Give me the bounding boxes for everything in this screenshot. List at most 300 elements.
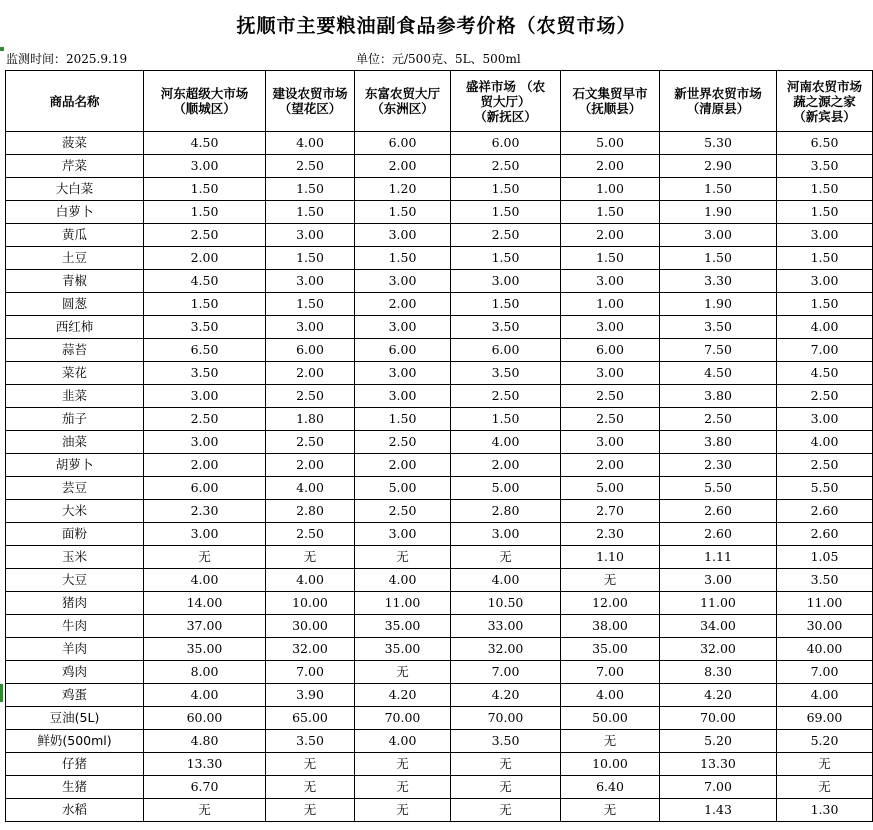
price-cell: 3.50: [266, 730, 355, 753]
price-cell: 4.00: [144, 569, 266, 592]
price-cell: 1.00: [561, 293, 660, 316]
price-cell: 3.50: [144, 362, 266, 385]
item-name-cell: 茄子: [6, 408, 144, 431]
price-cell: 3.00: [777, 224, 873, 247]
price-cell: 无: [355, 799, 451, 822]
item-name-cell: 羊肉: [6, 638, 144, 661]
item-name-cell: 大白菜: [6, 178, 144, 201]
price-cell: 2.00: [561, 155, 660, 178]
column-header-market-6: [660, 71, 777, 132]
price-cell: 3.50: [777, 569, 873, 592]
item-name-cell: 蒜苔: [6, 339, 144, 362]
column-header-text: 盛祥市场 （农: [465, 78, 546, 94]
price-cell: 2.00: [144, 454, 266, 477]
price-cell: 4.00: [144, 684, 266, 707]
item-name-cell: 圆葱: [6, 293, 144, 316]
price-cell: 1.05: [777, 546, 873, 569]
price-cell: 2.00: [355, 454, 451, 477]
price-cell: 1.50: [777, 247, 873, 270]
item-name-cell: 芹菜: [6, 155, 144, 178]
item-name-cell: 土豆: [6, 247, 144, 270]
table-row: [6, 132, 873, 155]
price-cell: 4.00: [355, 730, 451, 753]
page-title: 抚顺市主要粮油副食品参考价格（农贸市场）: [236, 14, 637, 37]
price-cell: 1.50: [144, 178, 266, 201]
table-row: [6, 500, 873, 523]
price-cell: 4.20: [451, 684, 561, 707]
price-cell: 3.00: [561, 431, 660, 454]
table-row: [6, 776, 873, 799]
price-cell: 2.50: [561, 385, 660, 408]
column-header-text: 石文集贸早市: [572, 86, 648, 101]
price-cell: 6.00: [451, 339, 561, 362]
price-cell: 2.60: [777, 500, 873, 523]
price-cell: 10.00: [266, 592, 355, 615]
price-cell: 1.50: [355, 201, 451, 224]
price-cell: 4.50: [777, 362, 873, 385]
price-cell: 无: [144, 546, 266, 569]
price-cell: 1.50: [266, 178, 355, 201]
price-cell: 3.50: [451, 316, 561, 339]
price-cell: 35.00: [144, 638, 266, 661]
price-cell: 5.00: [561, 477, 660, 500]
table-row: [6, 569, 873, 592]
table-row: [6, 339, 873, 362]
price-cell: 无: [266, 776, 355, 799]
price-cell: 1.11: [660, 546, 777, 569]
price-cell: 4.00: [777, 316, 873, 339]
price-cell: 8.30: [660, 661, 777, 684]
price-cell: 70.00: [355, 707, 451, 730]
price-cell: 1.50: [777, 178, 873, 201]
table-row: [6, 178, 873, 201]
item-name-cell: 西红柿: [6, 316, 144, 339]
table-row: [6, 546, 873, 569]
table-row: [6, 523, 873, 546]
price-cell: 4.00: [451, 431, 561, 454]
cell-selection-mark-top: [0, 47, 4, 51]
table-row: [6, 707, 873, 730]
column-header-text: （新抚区）: [474, 108, 537, 124]
price-cell: 2.80: [451, 500, 561, 523]
price-cell: 14.00: [144, 592, 266, 615]
price-cell: 2.50: [355, 431, 451, 454]
price-cell: 3.00: [355, 362, 451, 385]
column-header-text: （抚顺县）: [578, 101, 642, 116]
price-cell: 3.00: [355, 385, 451, 408]
price-cell: 10.50: [451, 592, 561, 615]
price-cell: 3.00: [266, 316, 355, 339]
price-cell: 8.00: [144, 661, 266, 684]
price-cell: 2.00: [144, 247, 266, 270]
price-cell: 5.50: [660, 477, 777, 500]
price-cell: 6.00: [144, 477, 266, 500]
price-cell: 2.50: [266, 155, 355, 178]
item-name-cell: 白萝卜: [6, 201, 144, 224]
price-cell: 1.50: [451, 178, 561, 201]
table-row: [6, 684, 873, 707]
column-header-text: 河东超级大市场: [160, 86, 249, 101]
price-cell: 2.60: [660, 500, 777, 523]
column-header-text: （望花区）: [278, 101, 342, 116]
price-cell: 3.50: [451, 730, 561, 753]
column-header-text: （清原县）: [686, 101, 750, 116]
price-cell: 2.90: [660, 155, 777, 178]
price-cell: 4.50: [660, 362, 777, 385]
price-cell: 30.00: [777, 615, 873, 638]
price-cell: 3.00: [777, 270, 873, 293]
price-cell: 2.30: [561, 523, 660, 546]
price-cell: 1.50: [355, 408, 451, 431]
price-cell: 32.00: [451, 638, 561, 661]
table-body: [6, 132, 873, 822]
price-cell: 无: [451, 546, 561, 569]
column-header-market-3: [355, 71, 451, 132]
price-cell: 5.30: [660, 132, 777, 155]
price-cell: 无: [777, 753, 873, 776]
price-cell: 3.50: [144, 316, 266, 339]
price-cell: 1.50: [777, 201, 873, 224]
price-cell: 4.00: [266, 132, 355, 155]
price-cell: 3.00: [451, 270, 561, 293]
price-cell: 1.50: [777, 293, 873, 316]
column-header-text: 河南农贸市场: [786, 78, 862, 94]
price-cell: 33.00: [451, 615, 561, 638]
price-cell: 3.00: [144, 523, 266, 546]
price-cell: 1.50: [144, 201, 266, 224]
price-cell: 3.80: [660, 385, 777, 408]
price-cell: 70.00: [451, 707, 561, 730]
item-name-cell: 鲜奶(500ml): [6, 730, 144, 753]
unit-note: 单位：元/500克、5L、500ml: [356, 52, 521, 66]
table-row: [6, 753, 873, 776]
price-cell: 35.00: [355, 638, 451, 661]
price-cell: 2.50: [266, 523, 355, 546]
price-cell: 4.00: [266, 477, 355, 500]
price-cell: 1.50: [451, 408, 561, 431]
price-cell: 1.50: [266, 293, 355, 316]
table-row: [6, 155, 873, 178]
item-name-cell: 鸡蛋: [6, 684, 144, 707]
monitor-time: 监测时间：2025.9.19: [6, 52, 128, 66]
price-cell: 11.00: [355, 592, 451, 615]
item-name-cell: 胡萝卜: [6, 454, 144, 477]
price-cell: 7.00: [660, 776, 777, 799]
item-name-cell: 仔猪: [6, 753, 144, 776]
item-name-cell: 大豆: [6, 569, 144, 592]
price-cell: 2.50: [561, 408, 660, 431]
price-cell: 4.50: [144, 132, 266, 155]
column-header-market-2: [266, 71, 355, 132]
price-cell: 1.50: [451, 293, 561, 316]
price-cell: 38.00: [561, 615, 660, 638]
price-cell: 1.50: [561, 201, 660, 224]
table-row: [6, 201, 873, 224]
price-cell: 6.00: [561, 339, 660, 362]
price-cell: 2.50: [144, 224, 266, 247]
price-cell: 2.50: [266, 431, 355, 454]
price-cell: 无: [451, 753, 561, 776]
price-cell: 3.00: [660, 224, 777, 247]
price-cell: 无: [451, 776, 561, 799]
price-cell: 4.20: [660, 684, 777, 707]
price-cell: 无: [355, 546, 451, 569]
price-cell: 2.50: [451, 155, 561, 178]
price-cell: 4.50: [144, 270, 266, 293]
price-cell: 35.00: [355, 615, 451, 638]
price-cell: 7.00: [451, 661, 561, 684]
column-header-text: 新世界农贸市场: [674, 86, 762, 101]
price-cell: 3.00: [266, 270, 355, 293]
price-cell: 12.00: [561, 592, 660, 615]
price-cell: 3.00: [561, 362, 660, 385]
price-cell: 1.90: [660, 293, 777, 316]
column-header-text: 商品名称: [49, 93, 100, 109]
price-cell: 1.50: [660, 247, 777, 270]
column-header-text: 建设农贸市场: [272, 86, 348, 101]
price-cell: 无: [266, 799, 355, 822]
item-name-cell: 玉米: [6, 546, 144, 569]
table-row: [6, 592, 873, 615]
price-cell: 5.20: [660, 730, 777, 753]
price-cell: 10.00: [561, 753, 660, 776]
price-cell: 2.80: [266, 500, 355, 523]
price-cell: 11.00: [777, 592, 873, 615]
price-cell: 1.80: [266, 408, 355, 431]
item-name-cell: 青椒: [6, 270, 144, 293]
price-cell: 1.10: [561, 546, 660, 569]
price-cell: 1.30: [777, 799, 873, 822]
price-cell: 35.00: [561, 638, 660, 661]
price-cell: 6.40: [561, 776, 660, 799]
price-cell: 3.00: [355, 224, 451, 247]
price-cell: 3.00: [266, 224, 355, 247]
item-name-cell: 猪肉: [6, 592, 144, 615]
item-name-cell: 芸豆: [6, 477, 144, 500]
price-table: [5, 70, 873, 822]
price-cell: 4.80: [144, 730, 266, 753]
price-cell: 6.70: [144, 776, 266, 799]
price-cell: 2.70: [561, 500, 660, 523]
price-cell: 3.50: [777, 155, 873, 178]
price-cell: 6.00: [266, 339, 355, 362]
price-cell: 3.00: [144, 155, 266, 178]
table-row: [6, 431, 873, 454]
price-cell: 1.50: [144, 293, 266, 316]
price-cell: 6.00: [451, 132, 561, 155]
price-cell: 1.50: [355, 247, 451, 270]
price-cell: 65.00: [266, 707, 355, 730]
column-header-text: （东洲区）: [371, 101, 434, 116]
price-cell: 1.20: [355, 178, 451, 201]
price-cell: 13.30: [144, 753, 266, 776]
price-cell: 4.20: [355, 684, 451, 707]
item-name-cell: 鸡肉: [6, 661, 144, 684]
price-cell: 40.00: [777, 638, 873, 661]
price-cell: 2.30: [144, 500, 266, 523]
table-row: [6, 270, 873, 293]
price-cell: 无: [266, 753, 355, 776]
price-cell: 2.50: [777, 454, 873, 477]
price-cell: 2.50: [451, 385, 561, 408]
price-cell: 50.00: [561, 707, 660, 730]
table-row: [6, 661, 873, 684]
table-row: [6, 362, 873, 385]
price-cell: 无: [355, 776, 451, 799]
price-cell: 7.00: [561, 661, 660, 684]
price-cell: 3.00: [144, 431, 266, 454]
price-cell: 7.00: [266, 661, 355, 684]
price-cell: 无: [451, 799, 561, 822]
price-cell: 13.30: [660, 753, 777, 776]
price-cell: 无: [144, 799, 266, 822]
price-cell: 2.50: [451, 224, 561, 247]
price-cell: 70.00: [660, 707, 777, 730]
item-name-cell: 豆油(5L): [6, 707, 144, 730]
column-header-market-4: [451, 71, 561, 132]
price-cell: 3.80: [660, 431, 777, 454]
table-header-row: [6, 71, 873, 132]
price-cell: 2.30: [660, 454, 777, 477]
price-cell: 2.00: [355, 293, 451, 316]
item-name-cell: 牛肉: [6, 615, 144, 638]
price-cell: 3.00: [355, 270, 451, 293]
price-cell: 1.90: [660, 201, 777, 224]
column-header-market-1: [144, 71, 266, 132]
price-cell: 1.50: [660, 178, 777, 201]
price-cell: 2.50: [355, 500, 451, 523]
price-cell: 2.50: [144, 408, 266, 431]
price-cell: 60.00: [144, 707, 266, 730]
price-cell: 1.50: [266, 201, 355, 224]
price-cell: 1.00: [561, 178, 660, 201]
price-cell: 无: [561, 569, 660, 592]
column-header-text: 蔬之源之家: [793, 93, 856, 109]
price-cell: 3.00: [355, 523, 451, 546]
price-cell: 1.43: [660, 799, 777, 822]
column-header-text: 东富农贸大厅: [364, 86, 440, 101]
column-header-text: （新宾县）: [793, 108, 856, 124]
price-cell: 2.00: [561, 454, 660, 477]
price-cell: 37.00: [144, 615, 266, 638]
table-row: [6, 293, 873, 316]
price-cell: 3.90: [266, 684, 355, 707]
item-name-cell: 菠菜: [6, 132, 144, 155]
column-header-market-5: [561, 71, 660, 132]
price-cell: 1.50: [561, 247, 660, 270]
price-cell: 5.00: [451, 477, 561, 500]
price-cell: 2.50: [777, 385, 873, 408]
price-cell: 3.00: [561, 316, 660, 339]
table-row: [6, 477, 873, 500]
column-header-text: （顺城区）: [173, 101, 236, 116]
price-cell: 32.00: [660, 638, 777, 661]
price-cell: 6.00: [355, 132, 451, 155]
price-cell: 3.00: [451, 523, 561, 546]
price-cell: 2.00: [266, 454, 355, 477]
table-row: [6, 408, 873, 431]
price-cell: 无: [266, 546, 355, 569]
price-cell: 3.00: [777, 408, 873, 431]
price-cell: 7.00: [777, 339, 873, 362]
table-row: [6, 224, 873, 247]
price-cell: 2.00: [266, 362, 355, 385]
price-cell: 30.00: [266, 615, 355, 638]
item-name-cell: 油菜: [6, 431, 144, 454]
price-cell: 1.50: [451, 247, 561, 270]
table-row: [6, 799, 873, 822]
price-cell: 4.00: [777, 431, 873, 454]
price-cell: 5.50: [777, 477, 873, 500]
price-cell: 无: [561, 730, 660, 753]
price-cell: 3.50: [660, 316, 777, 339]
price-cell: 69.00: [777, 707, 873, 730]
price-cell: 2.50: [266, 385, 355, 408]
price-cell: 5.00: [355, 477, 451, 500]
price-cell: 2.00: [451, 454, 561, 477]
column-header-item-name: [6, 71, 144, 132]
price-cell: 6.50: [777, 132, 873, 155]
table-row: [6, 247, 873, 270]
price-cell: 6.50: [144, 339, 266, 362]
price-cell: 1.50: [266, 247, 355, 270]
price-cell: 4.00: [355, 569, 451, 592]
price-cell: 1.50: [451, 201, 561, 224]
price-cell: 3.00: [355, 316, 451, 339]
table-row: [6, 385, 873, 408]
table-row: [6, 638, 873, 661]
price-cell: 2.60: [777, 523, 873, 546]
price-cell: 5.00: [561, 132, 660, 155]
item-name-cell: 韭菜: [6, 385, 144, 408]
price-cell: 2.50: [660, 408, 777, 431]
price-cell: 3.00: [561, 270, 660, 293]
price-cell: 无: [561, 799, 660, 822]
price-cell: 6.00: [355, 339, 451, 362]
item-name-cell: 生猪: [6, 776, 144, 799]
table-row: [6, 615, 873, 638]
price-cell: 32.00: [266, 638, 355, 661]
price-cell: 34.00: [660, 615, 777, 638]
price-cell: 4.00: [777, 684, 873, 707]
price-cell: 7.50: [660, 339, 777, 362]
price-cell: 2.00: [561, 224, 660, 247]
column-header-text: 贸大厅）: [480, 93, 531, 109]
price-cell: 无: [355, 753, 451, 776]
item-name-cell: 水稻: [6, 799, 144, 822]
price-cell: 3.50: [451, 362, 561, 385]
price-cell: 无: [777, 776, 873, 799]
table-row: [6, 316, 873, 339]
price-cell: 4.00: [266, 569, 355, 592]
price-cell: 2.60: [660, 523, 777, 546]
table-row: [6, 730, 873, 753]
price-cell: 3.00: [144, 385, 266, 408]
item-name-cell: 大米: [6, 500, 144, 523]
item-name-cell: 菜花: [6, 362, 144, 385]
price-cell: 3.30: [660, 270, 777, 293]
price-cell: 5.20: [777, 730, 873, 753]
price-cell: 2.00: [355, 155, 451, 178]
price-cell: 4.00: [451, 569, 561, 592]
table-row: [6, 454, 873, 477]
column-header-market-7: [777, 71, 873, 132]
price-cell: 3.00: [660, 569, 777, 592]
price-cell: 7.00: [777, 661, 873, 684]
price-cell: 11.00: [660, 592, 777, 615]
price-cell: 无: [355, 661, 451, 684]
cell-selection-mark-bottom: [0, 684, 3, 702]
